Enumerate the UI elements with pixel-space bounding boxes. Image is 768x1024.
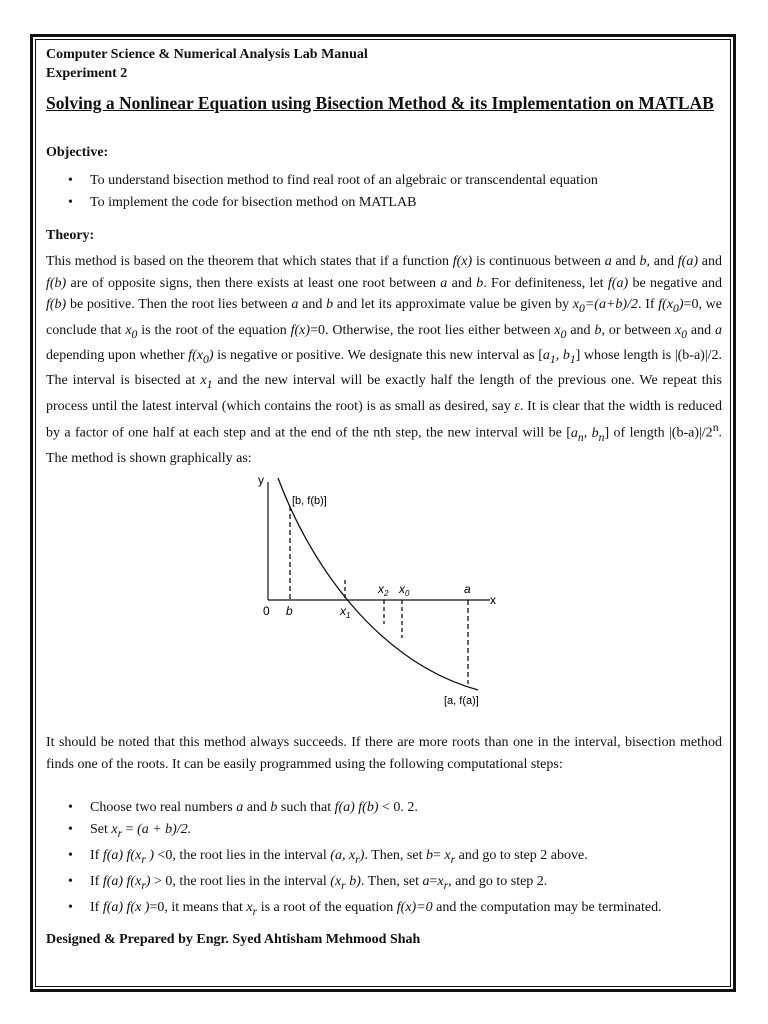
document-content [46,45,722,948]
point-a-fa-label: [a, f(a)] [444,694,479,707]
theory-heading: Theory: [46,228,95,243]
step-item: • Set $x_r = (a + b)/2$. [46,819,722,845]
experiment-title: Solving a Nonlinear Equation using Bisection Method & its Implementation on MATLAB [46,93,714,113]
x0-label: $x_0$ [399,581,410,598]
x-axis-label: x [490,592,496,607]
step-item: • If f(a) f(x )=0, it means that $x_r$ is a root of the equation f(x)=0 and the computation may be terminated. [46,897,722,923]
conclusion-paragraph: It should be noted that this method always succeeds. If there are more roots than one in the interval, bisection method finds one of the roots. It can be easily programmed using the following computational steps: [46,734,722,772]
objective-heading: Objective: [46,145,109,160]
b-label: b [286,603,293,618]
footer-credit: Designed & Prepared by Engr. Syed Ahtisham Mehmood Shah [46,932,421,948]
origin-label: 0 [263,603,270,618]
bisection-figure [46,474,722,724]
a-label: a [464,581,471,596]
x2-label: $x_2$ [378,581,389,598]
steps-list [46,797,722,922]
objective-item: • To understand bisection method to find real root of an algebraic or transcendental equation [46,170,722,192]
step-item: • If f(a) $f(x_r) > 0$, the root lies in the interval ($x_r$ b). Then, set $a=x_r$, and go to step 2. [46,871,722,897]
step-item: • Choose two real numbers a and b such that f(a) f(b) < 0. 2. [46,797,722,819]
objective-list [46,170,722,214]
step-item: • If f(a) $f(x_r$ ) <0, the root lies in the interval (a, $x_r$). Then, set $b= x_r$ and go to step 2 above. [46,845,722,871]
experiment-number: Experiment 2 [46,66,128,81]
y-axis-label: y [258,473,264,487]
manual-title: Computer Science & Numerical Analysis Lab Manual [46,47,368,62]
bisection-graph [254,474,514,720]
point-b-fb-label: [b, f(b)] [292,494,327,507]
objective-item: • To implement the code for bisection method on MATLAB [46,192,722,214]
theory-paragraph: This method is based on the theorem that which states that if a function f(x) is continuous between a and b, and f(a) and f(b) are of opposite signs, then there exists at least one root between a and b. For definiteness, let f(a) be negative and f(b) be positive. Then the root lies between a and b and let its approximate value be given by $x_0=(a+b)/2$. If $f(x_0)=0$, we conclude that $x_0$ is the root of the equation f(x)=0. Otherwise, the root lies either between $x_0$ and b, or between $x_0$ and a depending upon whether $f(x_0)$ is negative or positive. We designate this new interval as [$a_1$, $b_1$] whose length is |(b-a)|/2. The interval is bisected at $x_1$ and the new interval will be exactly half the length of the previous one. We repeat this process until the latest interval (which contains the root) is as small as desired, say ε. It is clear that the width is reduced by a factor of one half at each step and at the end of the nth step, the new interval will be [$a_n$, $b_n$] of length |(b-a)|/2$^n$. The method is shown graphically as: [46,254,723,467]
x1-label: $x_1$ [340,603,351,620]
